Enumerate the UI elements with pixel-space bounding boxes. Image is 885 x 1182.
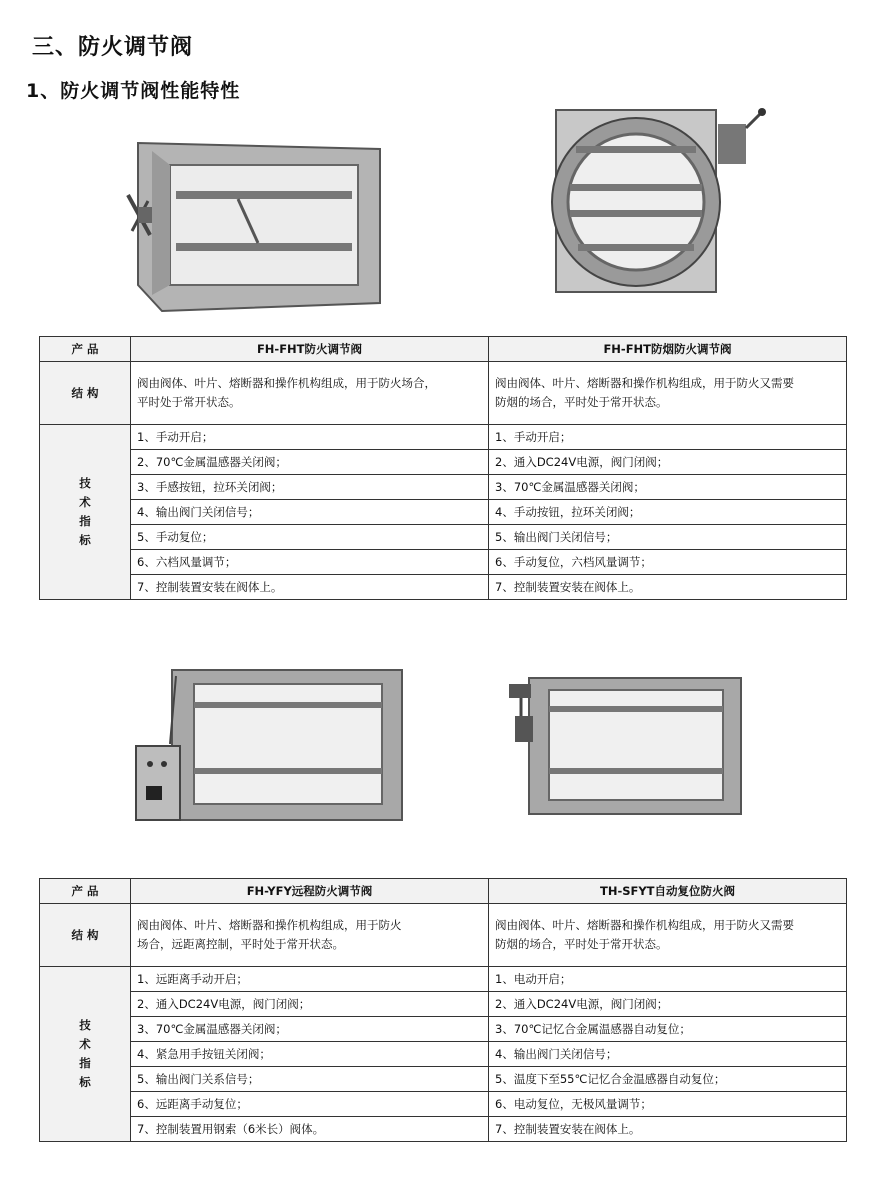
metric-item: 6、远距离手动复位； (131, 1092, 489, 1117)
structure-text: 阀由阀体、叶片、熔断器和操作机构组成，用于防火又需要 防烟的场合，平时处于常开状态。 (489, 362, 847, 425)
metric-item: 6、电动复位，无极风量调节； (489, 1092, 847, 1117)
metric-item: 1、电动开启； (489, 967, 847, 992)
metric-item: 4、手动按钮，拉环关闭阀； (489, 500, 847, 525)
metrics-label: 技 术 指 标 (40, 425, 131, 600)
product-name: TH-SFYT自动复位防火阀 (489, 879, 847, 904)
metric-item: 3、70℃记忆合金属温感器自动复位； (489, 1017, 847, 1042)
metric-item: 2、通入DC24V电源，阀门闭阀； (489, 992, 847, 1017)
metric-item: 7、控制装置安装在阀体上。 (489, 575, 847, 600)
metric-item: 5、输出阀门关系信号； (131, 1067, 489, 1092)
product-name: FH-YFY远程防火调节阀 (131, 879, 489, 904)
structure-label: 结 构 (40, 904, 131, 967)
metric-item: 1、远距离手动开启； (131, 967, 489, 992)
metric-item: 5、手动复位； (131, 525, 489, 550)
fh-fht-smoke-damper-image (548, 104, 773, 299)
metric-item: 6、手动复位，六档风量调节； (489, 550, 847, 575)
product-name: FH-FHT防烟防火调节阀 (489, 337, 847, 362)
structure-label: 结 构 (40, 362, 131, 425)
metric-item: 2、通入DC24V电源，阀门闭阀； (131, 992, 489, 1017)
metric-item: 2、通入DC24V电源，阀门闭阀； (489, 450, 847, 475)
product-name: FH-FHT防火调节阀 (131, 337, 489, 362)
metric-item: 2、70℃金属温感器关闭阀； (131, 450, 489, 475)
metrics-label: 技 术 指 标 (40, 967, 131, 1142)
structure-text: 阀由阀体、叶片、熔断器和操作机构组成，用于防火场合， 平时处于常开状态。 (131, 362, 489, 425)
metric-item: 5、温度下至55℃记忆合金温感器自动复位； (489, 1067, 847, 1092)
subsection-title: 1、防火调节阀性能特性 (26, 80, 241, 102)
metric-item: 3、70℃金属温感器关闭阀； (489, 475, 847, 500)
structure-text: 阀由阀体、叶片、熔断器和操作机构组成，用于防火 场合，远距离控制，平时处于常开状态。 (131, 904, 489, 967)
metric-item: 7、控制装置安装在阀体上。 (131, 575, 489, 600)
metric-item: 6、六档风量调节； (131, 550, 489, 575)
th-sfyt-damper-image (505, 676, 745, 818)
product-header-label: 产 品 (40, 337, 131, 362)
metric-item: 3、手感按钮，拉环关闭阀； (131, 475, 489, 500)
metric-item: 5、输出阀门关闭信号； (489, 525, 847, 550)
spec-table-1 (39, 336, 847, 600)
fh-fht-damper-image (118, 135, 390, 313)
metric-item: 4、紧急用手按钮关闭阀； (131, 1042, 489, 1067)
section-title: 三、防火调节阀 (32, 35, 194, 60)
metric-item: 4、输出阀门关闭信号； (489, 1042, 847, 1067)
metric-item: 1、手动开启； (489, 425, 847, 450)
product-header-label: 产 品 (40, 879, 131, 904)
metric-item: 4、输出阀门关闭信号； (131, 500, 489, 525)
metric-item: 7、控制装置用钢索（6米长）阀体。 (131, 1117, 489, 1142)
fh-yfy-damper-image (132, 668, 407, 828)
metric-item: 3、70℃金属温感器关闭阀； (131, 1017, 489, 1042)
metric-item: 7、控制装置安装在阀体上。 (489, 1117, 847, 1142)
spec-table-2 (39, 878, 847, 1142)
metric-item: 1、手动开启； (131, 425, 489, 450)
structure-text: 阀由阀体、叶片、熔断器和操作机构组成，用于防火又需要 防烟的场合，平时处于常开状态。 (489, 904, 847, 967)
